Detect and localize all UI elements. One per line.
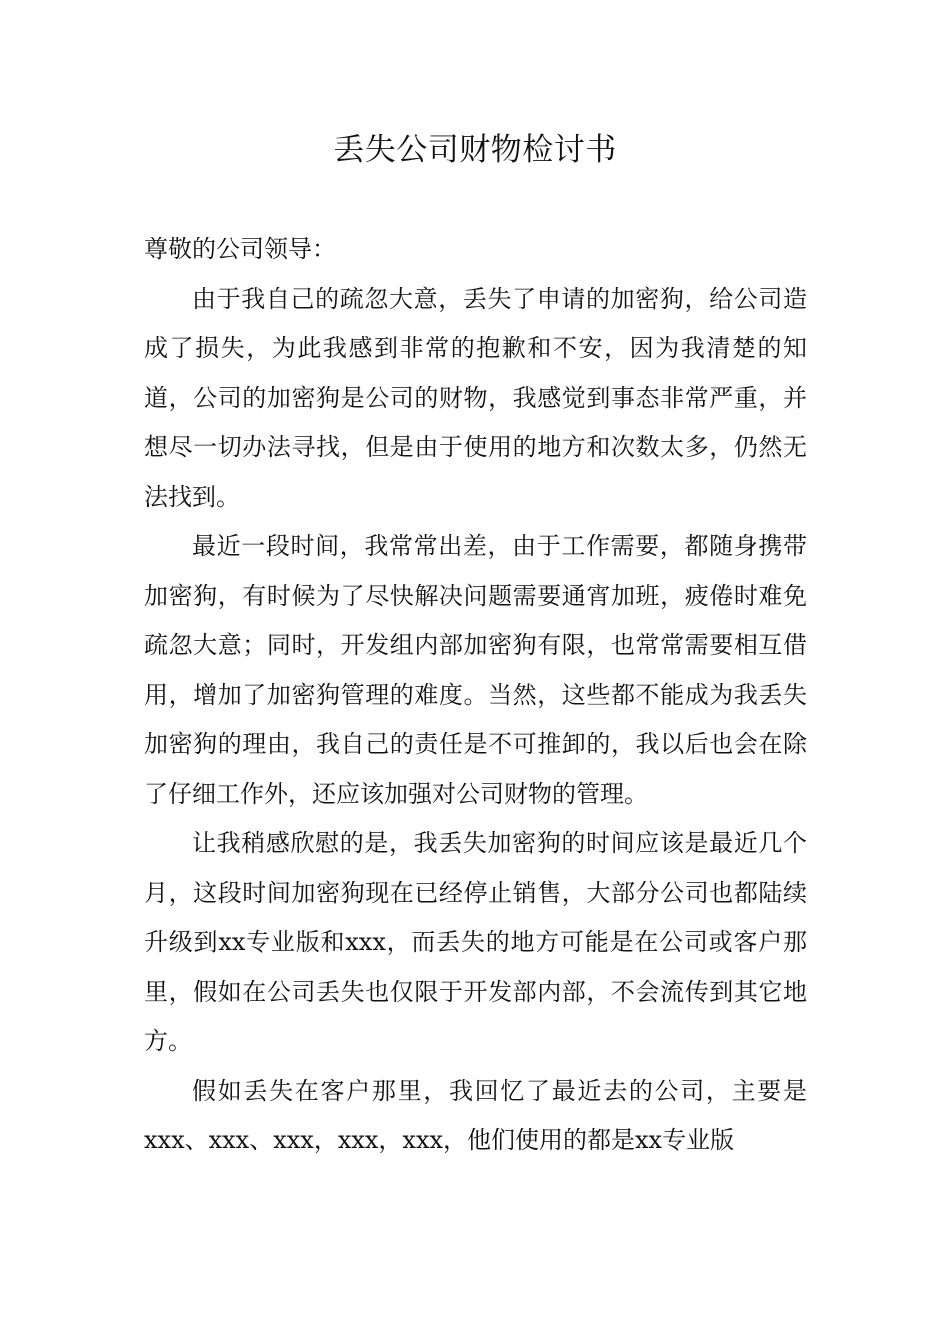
paragraph-4: 假如丢失在客户那里，我回忆了最近去的公司，主要是xxx、xxx、xxx，xxx，xxx，他们使用的都是xx专业版 — [144, 1076, 807, 1154]
paragraph-3: 让我稍感欣慰的是，我丢失加密狗的时间应该是最近几个月，这段时间加密狗现在已经停止销售，大部分公司也都陆续升级到xx专业版和xxx，而丢失的地方可能是在公司或客户那里，假如在公司丢失也仅限于开发部内部，不会流传到其它地方。 — [144, 829, 807, 1055]
salutation: 尊敬的公司领导： — [144, 235, 336, 263]
paragraph-1: 由于我自己的疏忽大意，丢失了申请的加密狗，给公司造成了损失，为此我感到非常的抱歉和不安，因为我清楚的知道，公司的加密狗是公司的财物，我感觉到事态非常严重，并想尽一切办法寻找，但是由于使用的地方和次数太多，仍然无法找到。 — [144, 284, 807, 511]
document-body — [144, 225, 807, 1166]
document-title: 丢失公司财物检讨书 — [333, 132, 617, 168]
paragraph-2: 最近一段时间，我常常出差，由于工作需要，都随身携带加密狗，有时候为了尽快解决问题需要通宵加班，疲倦时难免疏忽大意；同时，开发组内部加密狗有限，也常常需要相互借用，增加了加密狗管理的难度。当然，这些都不能成为我丢失加密狗的理由，我自己的责任是不可推卸的，我以后也会在除了仔细工作外，还应该加强对公司财物的管理。 — [144, 532, 807, 808]
